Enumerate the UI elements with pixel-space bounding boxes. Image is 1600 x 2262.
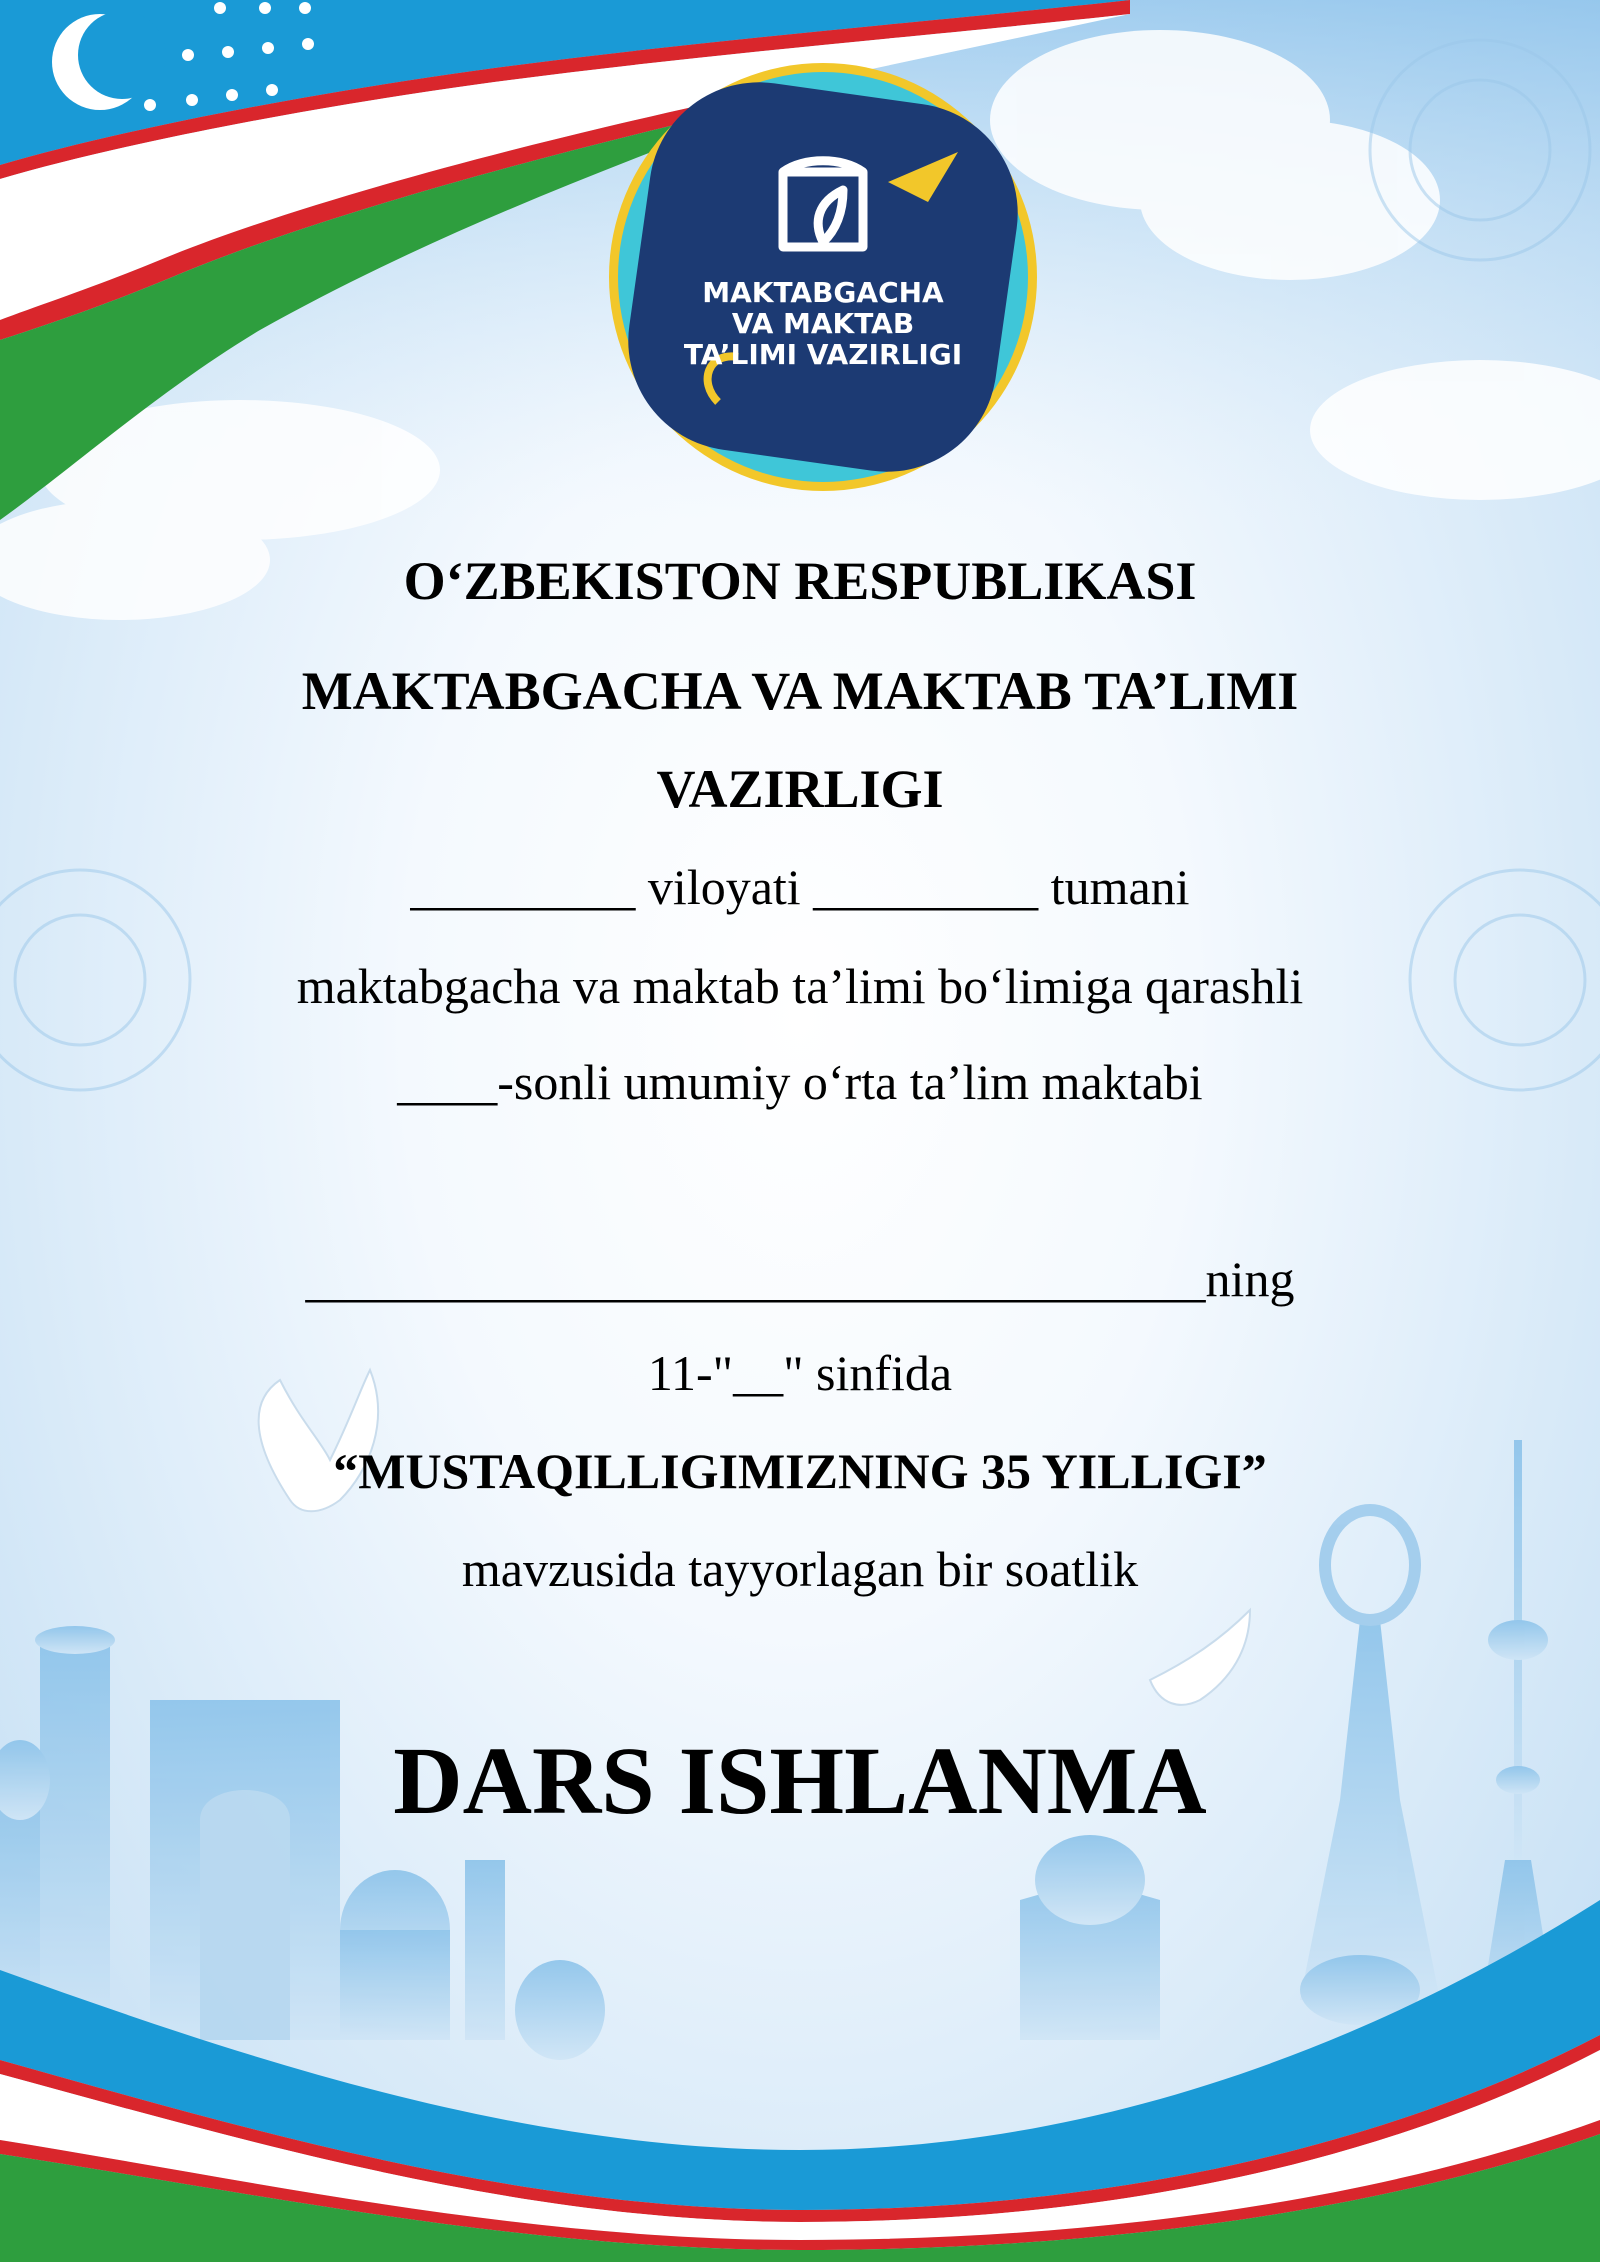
dove-icon bbox=[259, 1370, 1250, 1705]
heading-line-1: O‘ZBEKISTON RESPUBLIKASI bbox=[403, 551, 1197, 611]
registan-buildings-icon bbox=[0, 1626, 605, 2060]
class-line: 11-"__" sinfida bbox=[647, 1345, 953, 1401]
department-line: maktabgacha va maktab ta’limi bo‘limiga qarashli bbox=[296, 958, 1304, 1014]
teacher-name-line: ____________________________________ning bbox=[305, 1251, 1295, 1307]
logo-text-line2: VA MAKTAB bbox=[731, 307, 915, 340]
heading-line-2: MAKTABGACHA VA MAKTAB TA’LIMI bbox=[301, 661, 1299, 721]
topic-line: mavzusida tayyorlagan bir soatlik bbox=[461, 1541, 1139, 1597]
ministry-logo bbox=[598, 62, 1048, 492]
document-title: DARS ISHLANMA bbox=[393, 1727, 1207, 1834]
logo-text-line3: TA’LIMI VAZIRLIGI bbox=[683, 338, 963, 371]
theme-line: “MUSTAQILLIGIMIZNING 35 YILLIGI” bbox=[333, 1443, 1267, 1499]
school-line: ____-sonli umumiy o‘rta ta’lim maktabi bbox=[397, 1054, 1203, 1110]
heading-line-3: VAZIRLIGI bbox=[656, 759, 944, 819]
logo-text-line1: MAKTABGACHA bbox=[702, 276, 944, 309]
region-district-line: _________ viloyati _________ tumani bbox=[410, 859, 1190, 915]
